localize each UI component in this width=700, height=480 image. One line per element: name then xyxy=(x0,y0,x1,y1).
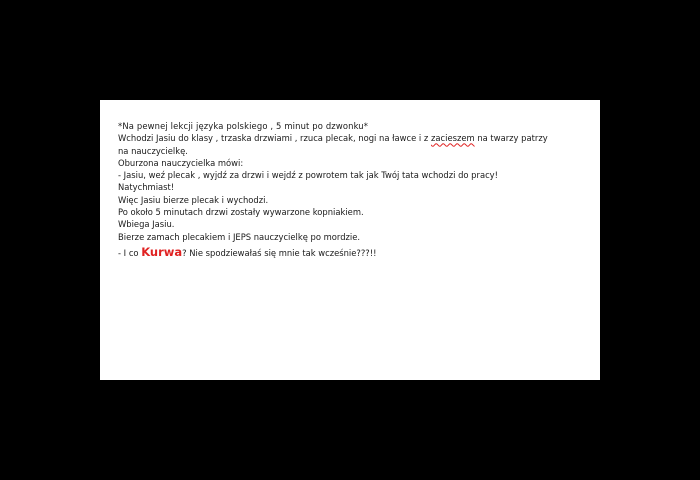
text-line: *Na pewnej lekcji języka polskiego , 5 minut po dzwonku* xyxy=(118,121,369,131)
text-line: na nauczycielkę. xyxy=(118,145,188,156)
text-segment: ? Nie spodziewałaś się mnie tak wcześnie???!! xyxy=(182,247,377,258)
text-line: - Jasiu, weź plecak , wyjdź za drzwi i wejdź z powrotem tak jak Twój tata wchodzi do pracy! xyxy=(118,170,498,181)
text-line xyxy=(118,132,590,144)
text-segment: - I co xyxy=(118,247,142,258)
text-line: Oburzona nauczycielka mówi: xyxy=(118,157,244,168)
document-page xyxy=(100,100,600,380)
spellcheck-underlined-word: zacieszem xyxy=(430,133,475,144)
text-line: Po około 5 minutach drzwi zostały wywarzone kopniakiem. xyxy=(118,207,364,218)
text-line xyxy=(118,246,590,259)
document-text xyxy=(118,120,590,259)
text-segment: Wchodzi Jasiu do klasy , trzaska drzwiami , rzuca plecak, nogi na ławce i z xyxy=(118,133,431,144)
text-line: Wbiega Jasiu. xyxy=(118,219,175,230)
text-line: Więc Jasiu bierze plecak i wychodzi. xyxy=(118,194,269,205)
text-line: Bierze zamach plecakiem i JEPS nauczycielkę po mordzie. xyxy=(118,231,361,242)
text-line: Natychmiast! xyxy=(118,182,175,193)
highlighted-word: Kurwa xyxy=(141,244,183,259)
text-segment: na twarzy patrzy xyxy=(474,133,548,144)
